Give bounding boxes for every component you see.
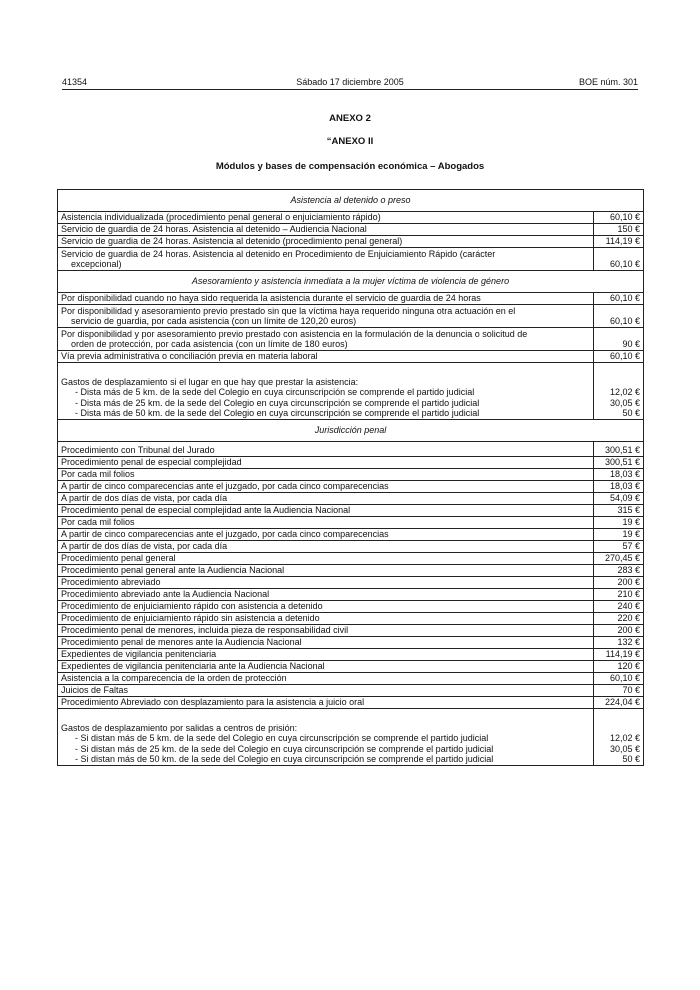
row-description: Juicios de Faltas bbox=[58, 685, 594, 697]
row-amount: 224,04 € bbox=[593, 697, 643, 709]
row-description: Procedimiento penal de menores, incluida pieza de responsabilidad civil bbox=[58, 625, 594, 637]
row-description: A partir de dos días de vista, por cada día bbox=[58, 493, 594, 505]
row-description bbox=[58, 305, 594, 328]
row-amount: 19 € bbox=[593, 517, 643, 529]
row-amount: 90 € bbox=[593, 328, 643, 351]
row-description: Procedimiento penal general bbox=[58, 553, 594, 565]
publication-name: BOE núm. 301 bbox=[578, 77, 638, 87]
row-amount: 60,10 € bbox=[593, 305, 643, 328]
row-description: Procedimiento Abreviado con desplazamiento para la asistencia a juicio oral bbox=[58, 697, 594, 709]
row-description-line: orden de protección, por cada asistencia (con un límite de 180 euros) bbox=[71, 339, 348, 350]
header-rule bbox=[62, 89, 638, 90]
row-description: A partir de cinco comparecencias ante el juzgado, por cada cinco comparecencias bbox=[58, 529, 594, 541]
row-amount: 132 € bbox=[593, 637, 643, 649]
row-description: Procedimiento penal de especial complejidad ante la Audiencia Nacional bbox=[58, 505, 594, 517]
table-row bbox=[58, 649, 644, 661]
row-description bbox=[58, 709, 594, 766]
annex-title: ANEXO 2 bbox=[329, 113, 371, 124]
row-description: Expedientes de vigilancia penitenciaria ante la Audiencia Nacional bbox=[58, 661, 594, 673]
row-description-line: servicio de guardia, por cada asistencia (con un límite de 120,20 euros) bbox=[71, 316, 357, 327]
table-row bbox=[58, 637, 644, 649]
table-row bbox=[58, 613, 644, 625]
table-row bbox=[58, 442, 644, 457]
row-description-line: Por disponibilidad y asesoramiento previo prestado sin que la víctima haya requerido ninguna otra actuación en el bbox=[61, 305, 516, 316]
sub-item-amount: 12,02 € bbox=[609, 733, 640, 744]
row-description: Servicio de guardia de 24 horas. Asistencia al detenido – Audiencia Nacional bbox=[58, 224, 594, 236]
row-description: Por disponibilidad cuando no haya sido requerida la asistencia durante el servicio de guardia de 24 horas bbox=[58, 293, 594, 305]
table-row bbox=[58, 469, 644, 481]
row-amount: 300,51 € bbox=[593, 457, 643, 469]
row-amount: 60,10 € bbox=[593, 212, 643, 224]
row-amount: 150 € bbox=[593, 224, 643, 236]
row-description: Procedimiento penal general ante la Audiencia Nacional bbox=[58, 565, 594, 577]
table-row bbox=[58, 565, 644, 577]
section-title: Jurisdicción penal bbox=[58, 420, 644, 442]
table-row bbox=[58, 328, 644, 351]
table-row bbox=[58, 363, 644, 420]
sub-item: - Si distan más de 50 km. de la sede del Colegio en cuya circunscripción se comprende el partido judicial bbox=[75, 754, 494, 765]
table-row bbox=[58, 601, 644, 613]
table-row bbox=[58, 293, 644, 305]
table-heading: Módulos y bases de compensación económica – Abogados bbox=[215, 161, 485, 172]
sub-item-amount: 50 € bbox=[622, 408, 640, 419]
row-amount: 54,09 € bbox=[593, 493, 643, 505]
table-row bbox=[58, 493, 644, 505]
page-number: 41354 bbox=[62, 77, 88, 87]
sub-item: - Dista más de 50 km. de la sede del Colegio en cuya circunscripción se comprende el partido judicial bbox=[75, 408, 480, 419]
row-amount: 114,19 € bbox=[593, 649, 643, 661]
row-description: Vía previa administrativa o conciliación previa en materia laboral bbox=[58, 351, 594, 363]
row-description: Procedimiento de enjuiciamiento rápido sin asistencia a detenido bbox=[58, 613, 594, 625]
table-row bbox=[58, 481, 644, 493]
row-description bbox=[58, 248, 594, 271]
row-description: Procedimiento de enjuiciamiento rápido con asistencia a detenido bbox=[58, 601, 594, 613]
section-header bbox=[58, 271, 644, 293]
row-description: Procedimiento abreviado bbox=[58, 577, 594, 589]
row-amount: 19 € bbox=[593, 529, 643, 541]
sub-item-amount: 30,05 € bbox=[609, 743, 640, 754]
row-amount: 18,03 € bbox=[593, 481, 643, 493]
row-description: Procedimiento con Tribunal del Jurado bbox=[58, 442, 594, 457]
sub-item-amount: 12,02 € bbox=[609, 387, 640, 398]
row-amount: 70 € bbox=[593, 685, 643, 697]
section-header bbox=[58, 190, 644, 212]
sub-item-amount: 50 € bbox=[622, 754, 640, 765]
table-row bbox=[58, 505, 644, 517]
row-description bbox=[58, 328, 594, 351]
row-description-line: Gastos de desplazamiento si el lugar en que hay que prestar la asistencia: bbox=[61, 376, 359, 387]
row-description: Servicio de guardia de 24 horas. Asistencia al detenido (procedimiento penal general) bbox=[58, 236, 594, 248]
row-amount bbox=[593, 709, 643, 766]
row-amount: 220 € bbox=[593, 613, 643, 625]
row-amount: 60,10 € bbox=[593, 248, 643, 271]
table-row bbox=[58, 351, 644, 363]
row-description: Por cada mil folios bbox=[58, 469, 594, 481]
row-amount: 18,03 € bbox=[593, 469, 643, 481]
table-row bbox=[58, 673, 644, 685]
row-amount: 114,19 € bbox=[593, 236, 643, 248]
row-amount: 315 € bbox=[593, 505, 643, 517]
row-description: Asistencia individualizada (procedimiento penal general o enjuiciamiento rápido) bbox=[58, 212, 594, 224]
table-row bbox=[58, 709, 644, 766]
row-description: Asistencia a la comparecencia de la orden de protección bbox=[58, 673, 594, 685]
row-amount: 270,45 € bbox=[593, 553, 643, 565]
table-row bbox=[58, 457, 644, 469]
table-row bbox=[58, 577, 644, 589]
row-description-line: excepcional) bbox=[71, 259, 122, 270]
table-row bbox=[58, 517, 644, 529]
row-amount: 200 € bbox=[593, 577, 643, 589]
table-row bbox=[58, 305, 644, 328]
row-description: Procedimiento penal de especial complejidad bbox=[58, 457, 594, 469]
row-amount: 57 € bbox=[593, 541, 643, 553]
row-description-line: Gastos de desplazamiento por salidas a centros de prisión: bbox=[61, 722, 298, 733]
table-row bbox=[58, 553, 644, 565]
row-description: A partir de cinco comparecencias ante el juzgado, por cada cinco comparecencias bbox=[58, 481, 594, 493]
row-amount: 60,10 € bbox=[593, 293, 643, 305]
fee-table bbox=[57, 189, 644, 766]
row-description: Procedimiento abreviado ante la Audiencia Nacional bbox=[58, 589, 594, 601]
table-row bbox=[58, 224, 644, 236]
sub-item: - Si distan más de 25 km. de la sede del Colegio en cuya circunscripción se comprende el partido judicial bbox=[75, 743, 494, 754]
section-title: Asesoramiento y asistencia inmediata a la mujer víctima de violencia de género bbox=[58, 271, 644, 293]
table-row bbox=[58, 685, 644, 697]
row-description-line: Por disponibilidad y por asesoramiento previo prestado con asistencia en la formulación de la denuncia o solicitud de bbox=[61, 328, 528, 339]
table-row bbox=[58, 212, 644, 224]
row-amount: 60,10 € bbox=[593, 351, 643, 363]
table-row bbox=[58, 625, 644, 637]
row-description bbox=[58, 363, 594, 420]
sub-item-amount: 30,05 € bbox=[609, 397, 640, 408]
row-description-line: Servicio de guardia de 24 horas. Asistencia al detenido en Procedimiento de Enjuiciamiento Rápido (carácter bbox=[61, 248, 496, 259]
sub-item: - Dista más de 5 km. de la sede del Colegio en cuya circunscripción se comprende el partido judicial bbox=[75, 387, 475, 398]
table-row bbox=[58, 248, 644, 271]
section-header bbox=[58, 420, 644, 442]
table-row bbox=[58, 697, 644, 709]
sub-item: - Dista más de 25 km. de la sede del Colegio en cuya circunscripción se comprende el partido judicial bbox=[75, 397, 480, 408]
row-amount: 240 € bbox=[593, 601, 643, 613]
row-amount: 210 € bbox=[593, 589, 643, 601]
row-amount: 300,51 € bbox=[593, 442, 643, 457]
row-amount bbox=[593, 363, 643, 420]
row-description: Expedientes de vigilancia penitenciaria bbox=[58, 649, 594, 661]
table-row bbox=[58, 529, 644, 541]
table-row bbox=[58, 541, 644, 553]
table-row bbox=[58, 236, 644, 248]
issue-date: Sábado 17 diciembre 2005 bbox=[296, 77, 404, 87]
row-amount: 120 € bbox=[593, 661, 643, 673]
row-amount: 60,10 € bbox=[593, 673, 643, 685]
row-amount: 283 € bbox=[593, 565, 643, 577]
sub-annex-title: “ANEXO II bbox=[326, 136, 374, 147]
table-row bbox=[58, 661, 644, 673]
sub-item: - Si distan más de 5 km. de la sede del Colegio en cuya circunscripción se comprende el partido judicial bbox=[75, 733, 489, 744]
row-description: A partir de dos días de vista, por cada día bbox=[58, 541, 594, 553]
table-row bbox=[58, 589, 644, 601]
section-title: Asistencia al detenido o preso bbox=[58, 190, 644, 212]
row-description: Por cada mil folios bbox=[58, 517, 594, 529]
row-description: Procedimiento penal de menores ante la Audiencia Nacional bbox=[58, 637, 594, 649]
row-amount: 200 € bbox=[593, 625, 643, 637]
